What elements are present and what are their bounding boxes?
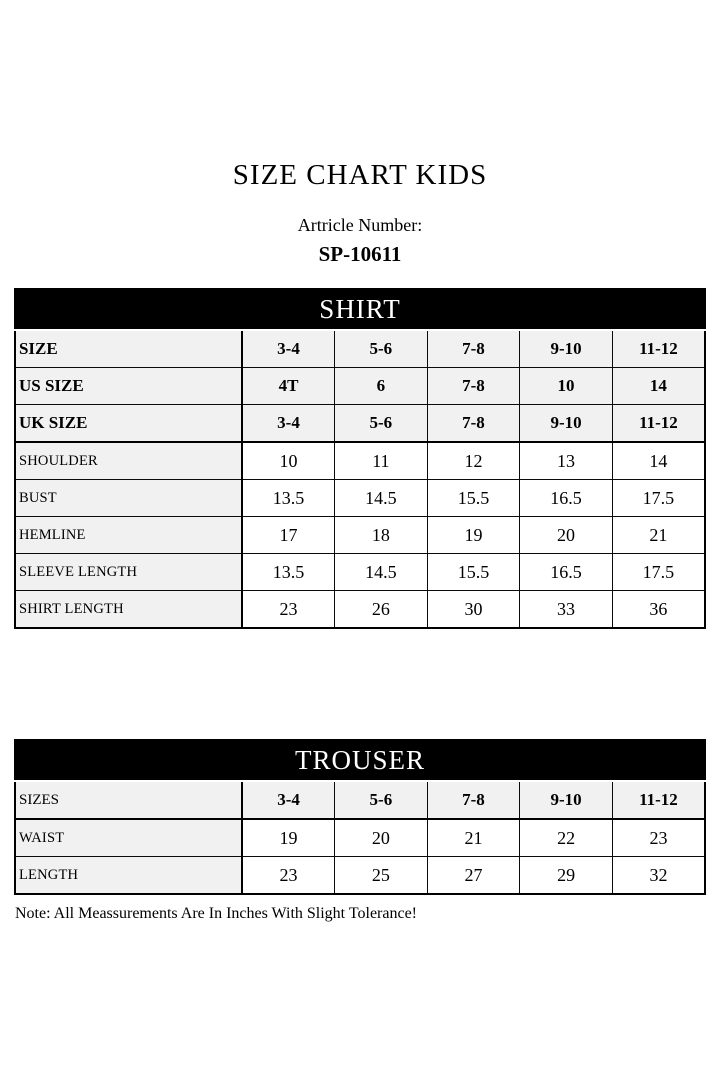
measurement-cell: 25: [335, 857, 428, 895]
table-row: [15, 857, 705, 895]
size-cell: 9-10: [520, 405, 613, 443]
measurement-cell: 14: [612, 442, 705, 480]
measurement-cell: 16.5: [520, 480, 613, 517]
measurement-cell: 19: [242, 819, 335, 857]
size-cell: 14: [612, 368, 705, 405]
measurement-cell: 14.5: [335, 554, 428, 591]
table-row: [15, 442, 705, 480]
size-cell: 3-4: [242, 405, 335, 443]
row-label: SLEEVE LENGTH: [15, 554, 242, 591]
measurement-cell: 13: [520, 442, 613, 480]
row-label: SHIRT LENGTH: [15, 591, 242, 629]
measurement-cell: 33: [520, 591, 613, 629]
measurement-cell: 36: [612, 591, 705, 629]
measurement-cell: 11: [335, 442, 428, 480]
trouser-table-title: TROUSER: [15, 740, 705, 781]
measurement-cell: 30: [427, 591, 520, 629]
measurement-cell: 21: [427, 819, 520, 857]
page-title: SIZE CHART KIDS: [232, 159, 488, 191]
size-cell: 4T: [242, 368, 335, 405]
size-cell: 11-12: [612, 405, 705, 443]
row-label: LENGTH: [15, 857, 242, 895]
shirt-table-title: SHIRT: [15, 289, 705, 330]
size-cell: 7-8: [427, 368, 520, 405]
measurement-cell: 23: [242, 591, 335, 629]
measurement-cell: 20: [335, 819, 428, 857]
row-label: US SIZE: [15, 368, 242, 405]
measurement-cell: 14.5: [335, 480, 428, 517]
measurement-cell: 17: [242, 517, 335, 554]
row-label: WAIST: [15, 819, 242, 857]
size-cell: 10: [520, 368, 613, 405]
size-cell: 5-6: [335, 330, 428, 368]
table-row: [15, 517, 705, 554]
measurement-cell: 23: [242, 857, 335, 895]
measurement-cell: 26: [335, 591, 428, 629]
size-cell: 7-8: [427, 405, 520, 443]
measurement-cell: 16.5: [520, 554, 613, 591]
measurement-note: Note: All Meassurements Are In Inches With Slight Tolerance!: [15, 905, 417, 922]
table-row: [15, 819, 705, 857]
measurement-cell: 17.5: [612, 554, 705, 591]
size-cell: 11-12: [612, 781, 705, 819]
table-row: [15, 781, 705, 819]
table-row: [15, 480, 705, 517]
measurement-cell: 27: [427, 857, 520, 895]
size-cell: 3-4: [242, 781, 335, 819]
measurement-cell: 12: [427, 442, 520, 480]
table-row: [15, 330, 705, 368]
row-label: SIZE: [15, 330, 242, 368]
table-row: [15, 405, 705, 443]
row-label: HEMLINE: [15, 517, 242, 554]
size-cell: 7-8: [427, 330, 520, 368]
size-cell: 9-10: [520, 330, 613, 368]
measurement-cell: 10: [242, 442, 335, 480]
row-label: SHOULDER: [15, 442, 242, 480]
measurement-cell: 23: [612, 819, 705, 857]
row-label: SIZES: [15, 781, 242, 819]
measurement-cell: 22: [520, 819, 613, 857]
article-number-label: Artricle Number:: [297, 215, 423, 235]
row-label: BUST: [15, 480, 242, 517]
table-band-row: [15, 740, 705, 781]
row-label: UK SIZE: [15, 405, 242, 443]
table-band-row: [15, 289, 705, 330]
measurement-cell: 15.5: [427, 554, 520, 591]
table-row: [15, 554, 705, 591]
measurement-cell: 18: [335, 517, 428, 554]
measurement-cell: 29: [520, 857, 613, 895]
measurement-cell: 21: [612, 517, 705, 554]
table-row: [15, 591, 705, 629]
measurement-cell: 32: [612, 857, 705, 895]
table-row: [15, 368, 705, 405]
measurement-cell: 15.5: [427, 480, 520, 517]
size-cell: 11-12: [612, 330, 705, 368]
shirt-size-table: [14, 288, 706, 629]
size-cell: 9-10: [520, 781, 613, 819]
measurement-cell: 17.5: [612, 480, 705, 517]
measurement-cell: 13.5: [242, 480, 335, 517]
size-cell: 3-4: [242, 330, 335, 368]
trouser-size-table: [14, 739, 706, 895]
size-cell: 5-6: [335, 781, 428, 819]
size-cell: 6: [335, 368, 428, 405]
measurement-cell: 19: [427, 517, 520, 554]
measurement-cell: 13.5: [242, 554, 335, 591]
article-number-value: SP-10611: [318, 242, 402, 266]
measurement-cell: 20: [520, 517, 613, 554]
size-cell: 5-6: [335, 405, 428, 443]
size-cell: 7-8: [427, 781, 520, 819]
